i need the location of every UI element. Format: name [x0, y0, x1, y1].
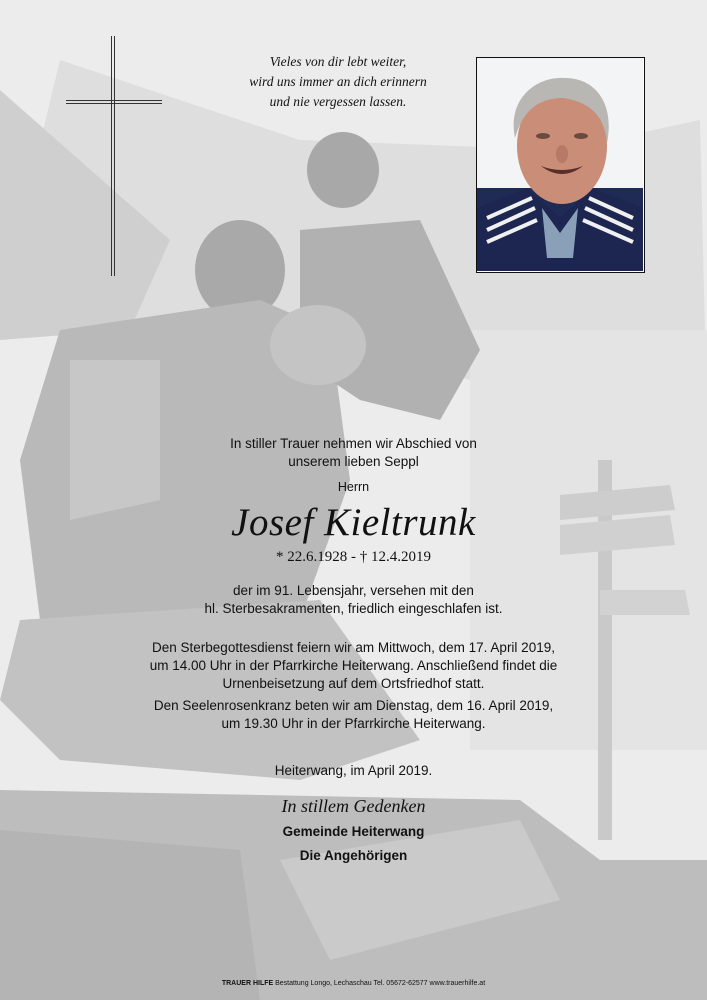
quote-line: und nie vergessen lassen. [269, 94, 407, 109]
life-dates: * 22.6.1928 - † 12.4.2019 [276, 549, 431, 565]
quote-line: wird uns immer an dich erinnern [249, 74, 427, 89]
footer-text: Bestattung Longo, Lechaschau Tel. 05672-62577 www.trauerhilfe.at [275, 980, 486, 987]
quote-line: Vieles von dir lebt weiter, [269, 54, 407, 69]
salutation: Herrn [337, 480, 370, 494]
intro-line: unserem lieben Seppl [288, 454, 419, 469]
latin-cross-icon [64, 34, 164, 284]
portrait-photo [476, 57, 645, 273]
portrait-image [477, 58, 643, 271]
funeral-line: Urnenbeisetzung auf dem Ortsfriedhof statt. [222, 676, 485, 691]
footer-brand: TRAUER HILFE [221, 980, 274, 987]
closing-phrase: In stillem Gedenken [281, 796, 426, 816]
footer [0, 980, 707, 987]
funeral-line: um 14.00 Uhr in der Pfarrkirche Heiterwang. Anschließend findet die [149, 658, 558, 673]
funeral-line: Den Sterbegottesdienst feiern wir am Mittwoch, dem 17. April 2019, [152, 640, 555, 655]
deceased-name: Josef Kieltrunk [231, 501, 476, 544]
mourner-name: Die Angehörigen [299, 848, 408, 863]
intro-line: In stiller Trauer nehmen wir Abschied von [230, 436, 477, 451]
age-text-line: hl. Sterbesakramenten, friedlich eingeschlafen ist. [204, 601, 503, 616]
place-date: Heiterwang, im April 2019. [274, 763, 433, 778]
mourner-name: Gemeinde Heiterwang [282, 824, 425, 839]
rosary-line: Den Seelenrosenkranz beten wir am Dienstag, dem 16. April 2019, [153, 698, 554, 713]
age-text-line: der im 91. Lebensjahr, versehen mit den [233, 583, 474, 598]
rosary-line: um 19.30 Uhr in der Pfarrkirche Heiterwang. [221, 716, 486, 731]
memorial-quote [228, 52, 448, 112]
